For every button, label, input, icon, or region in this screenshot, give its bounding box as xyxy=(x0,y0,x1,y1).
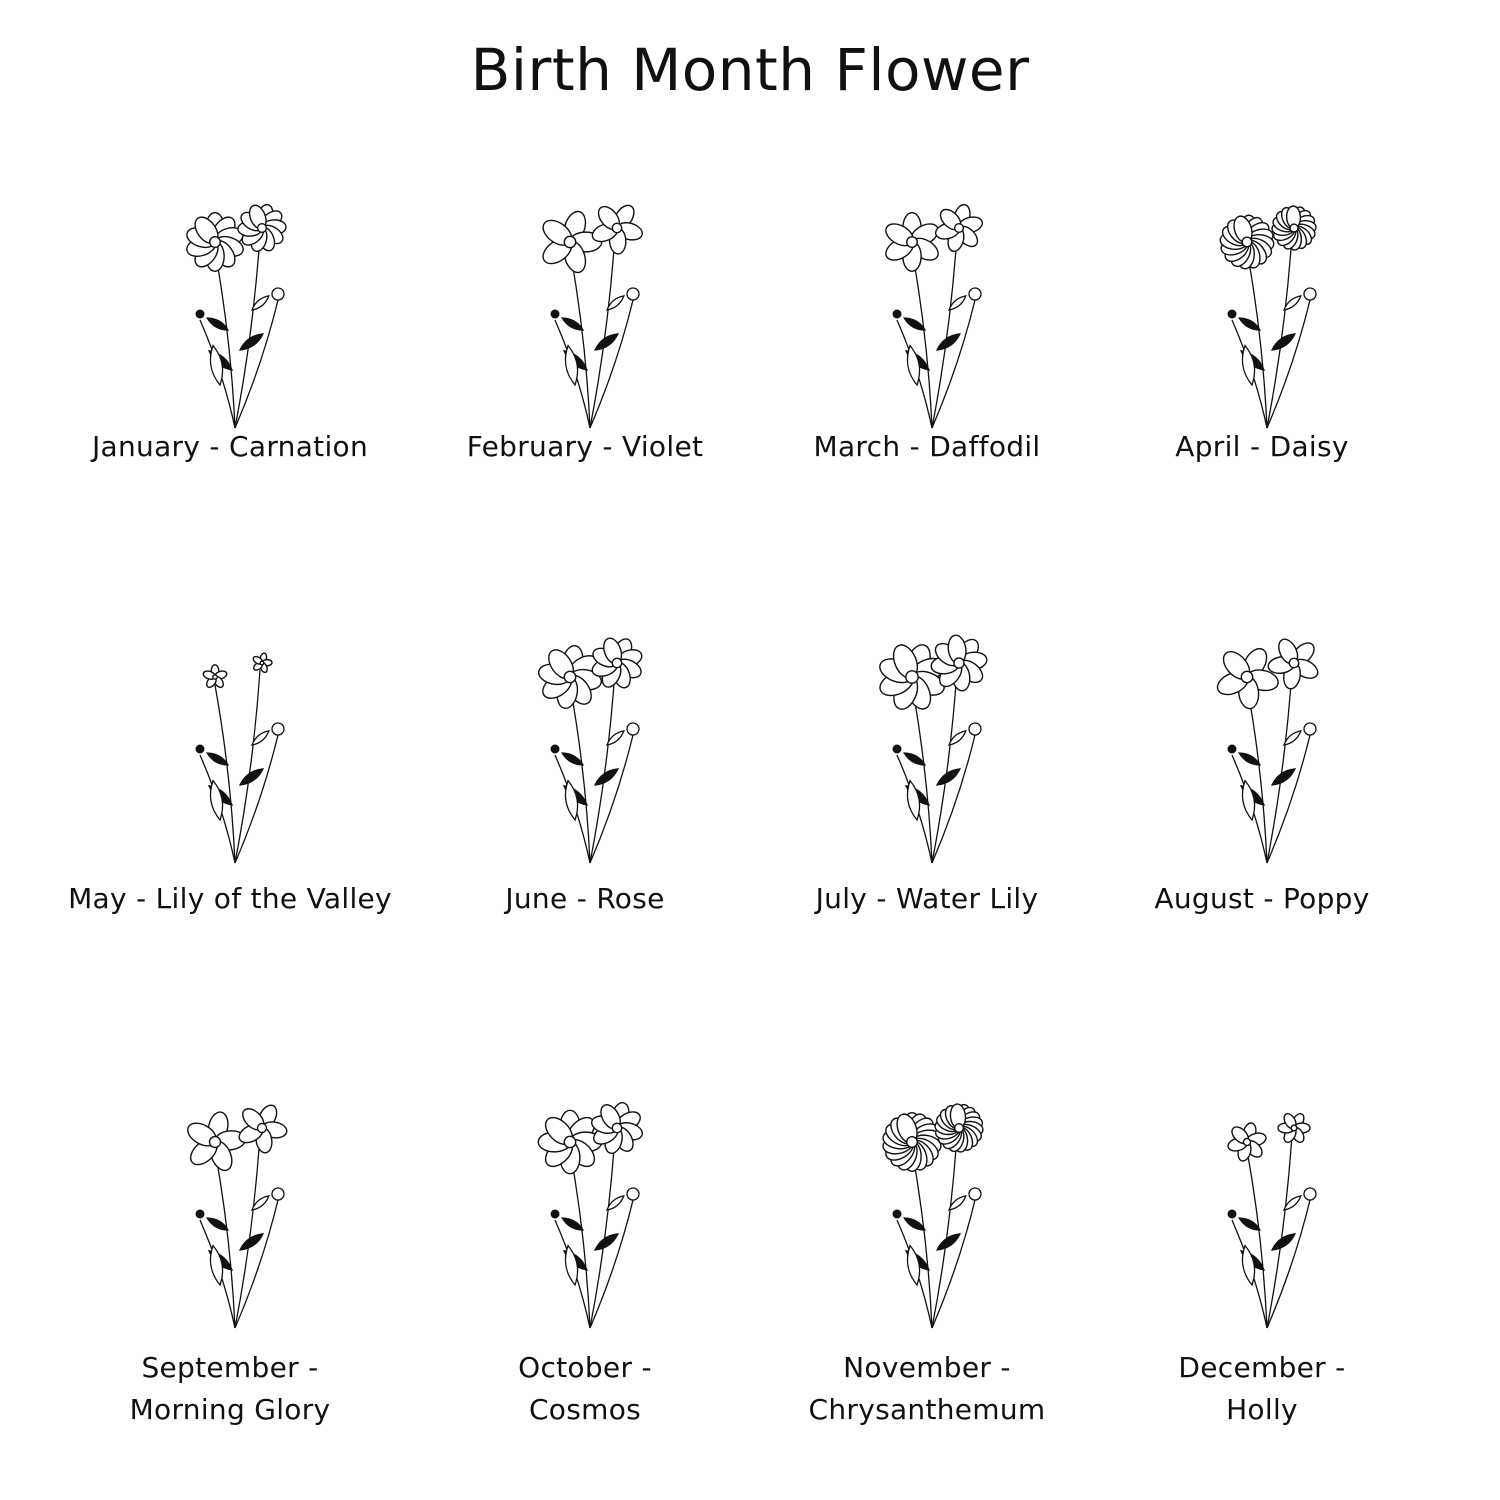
flower-caption xyxy=(50,426,410,468)
month-label: May - xyxy=(68,882,147,915)
flower-caption xyxy=(747,426,1107,468)
month-label: February - xyxy=(466,430,613,463)
flower-name: Cosmos xyxy=(528,1393,642,1426)
flower-name: Water Lily xyxy=(895,882,1039,915)
flower-name: Violet xyxy=(622,430,704,463)
cosmos-icon xyxy=(515,1080,665,1330)
month-label: January - xyxy=(91,430,220,463)
flower-name: Lily of the Valley xyxy=(155,882,392,915)
flower-caption xyxy=(405,426,765,468)
carnation-icon xyxy=(160,180,310,430)
flower-name: Daffodil xyxy=(929,430,1041,463)
flower-caption xyxy=(50,1347,410,1431)
chrysanthemum-icon xyxy=(857,1080,1007,1330)
month-label: April - xyxy=(1175,430,1261,463)
poppy-icon xyxy=(1192,615,1342,865)
page-title: Birth Month Flower xyxy=(470,36,1030,104)
month-label: March - xyxy=(813,430,920,463)
month-label: November - xyxy=(843,1351,1011,1384)
lily-of-the-valley-icon xyxy=(160,615,310,865)
flower-name: Carnation xyxy=(229,430,369,463)
flower-caption xyxy=(1082,878,1442,920)
flower-caption xyxy=(405,1347,765,1431)
flower-caption xyxy=(747,1347,1107,1431)
flower-name: Chrysanthemum xyxy=(808,1393,1046,1426)
month-label: July - xyxy=(815,882,887,915)
month-label: June - xyxy=(505,882,588,915)
month-label: September - xyxy=(141,1351,319,1384)
flower-name: Poppy xyxy=(1282,882,1370,915)
holly-icon xyxy=(1192,1080,1342,1330)
flower-name: Daisy xyxy=(1269,430,1349,463)
water-lily-icon xyxy=(857,615,1007,865)
flower-caption xyxy=(405,878,765,920)
daisy-icon xyxy=(1192,180,1342,430)
morning-glory-icon xyxy=(160,1080,310,1330)
flower-name: Holly xyxy=(1226,1393,1298,1426)
month-label: October - xyxy=(518,1351,652,1384)
daffodil-icon xyxy=(857,180,1007,430)
flower-name: Morning Glory xyxy=(129,1393,331,1426)
flower-caption xyxy=(1082,426,1442,468)
rose-icon xyxy=(515,615,665,865)
flower-caption xyxy=(1082,1347,1442,1431)
flower-caption xyxy=(747,878,1107,920)
month-label: August - xyxy=(1154,882,1274,915)
violet-icon xyxy=(515,180,665,430)
flower-name: Rose xyxy=(596,882,665,915)
flower-caption xyxy=(50,878,410,920)
month-label: December - xyxy=(1178,1351,1346,1384)
